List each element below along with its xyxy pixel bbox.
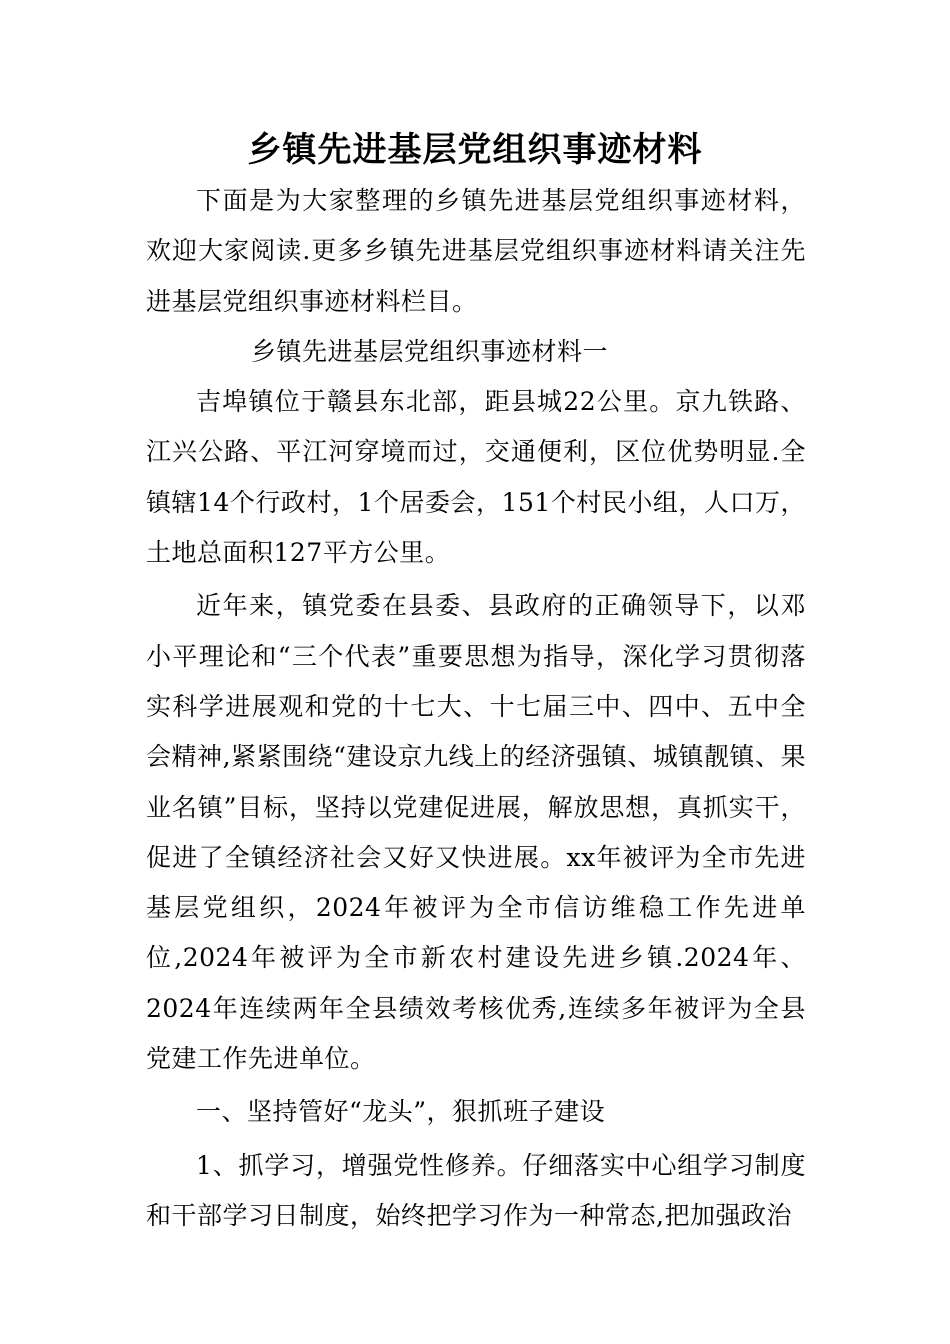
document-body [146, 176, 806, 1241]
intro-paragraph: 下面是为大家整理的乡镇先进基层党组织事迹材料，欢迎大家阅读.更多乡镇先进基层党组织事迹材料请关注先进基层党组织事迹材料栏目。 [146, 186, 806, 316]
section-heading: 乡镇先进基层党组织事迹材料一 [251, 336, 609, 366]
section-heading: 一、坚持管好“龙头”，狠抓班子建设 [196, 1097, 606, 1127]
body-paragraph: 近年来，镇党委在县委、县政府的正确领导下，以邓小平理论和“三个代表”重要思想为指导，深化学习贯彻落实科学进展观和党的十七大、十七届三中、四中、五中全会精神,紧紧围绕“建设京九线上的经济强镇、城镇靓镇、果业名镇”目标，坚持以党建促进展，解放思想，真抓实干，促进了全镇经济社会又好又快进展。xx年被评为全市先进基层党组织，2024年被评为全市信访维稳工作先进单位,2024年被评为全市新农村建设先进乡镇.2024年、2024年连续两年全县绩效考核优秀,连续多年被评为全县党建工作先进单位。 [146, 591, 806, 1074]
document-title: 乡镇先进基层党组织事迹材料 [247, 130, 703, 170]
body-paragraph: 吉埠镇位于赣县东北部，距县城22公里。京九铁路、江兴公路、平江河穿境而过，交通便利，区位优势明显.全镇辖14个行政村，1个居委会，151个村民小组，人口万，土地总面积127平方公里。 [146, 387, 806, 568]
body-paragraph: 1、抓学习，增强党性修养。仔细落实中心组学习制度和干部学习日制度，始终把学习作为一种常态,把加强政治 [146, 1150, 806, 1230]
